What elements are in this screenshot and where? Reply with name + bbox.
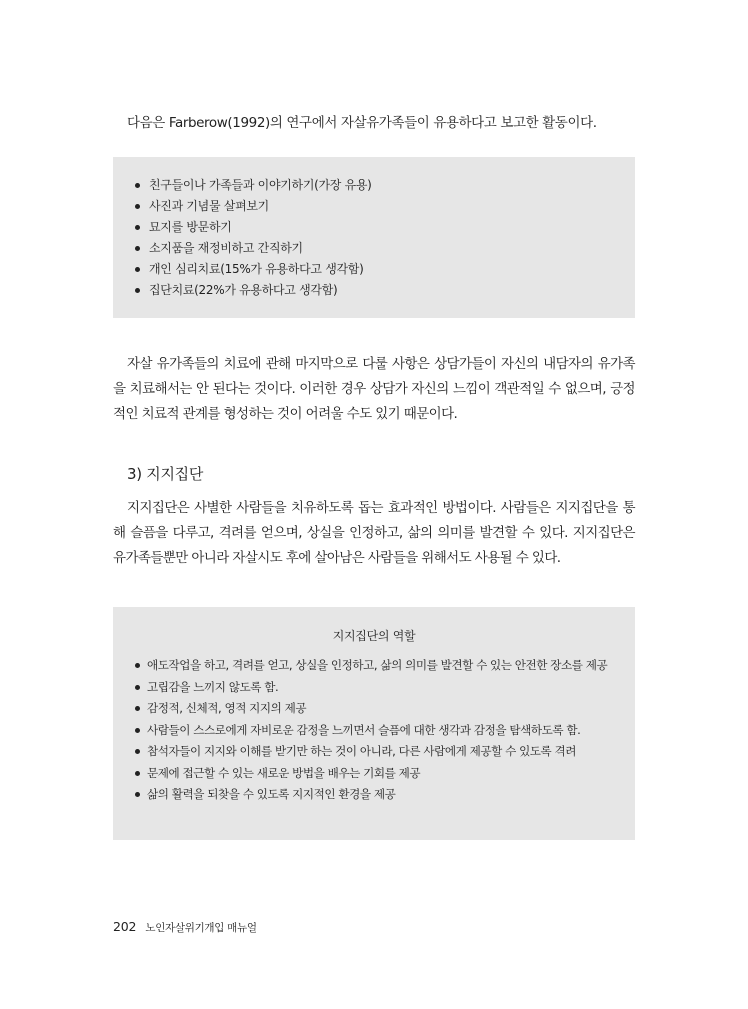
activities-box (113, 157, 635, 318)
list-item: 삶의 활력을 되찾을 수 있도록 지지적인 환경을 제공 (135, 784, 619, 806)
list-item: 애도작업을 하고, 격려를 얻고, 상실을 인정하고, 삶의 의미를 발견할 수 있는 안전한 장소를 제공 (135, 655, 619, 677)
page-footer (113, 916, 257, 935)
list-item: 참석자들이 지지와 이해를 받기만 하는 것이 아니라, 다른 사람에게 제공할 수 있도록 격려 (135, 741, 619, 763)
book-title: 노인자살위기개입 매뉴얼 (145, 922, 257, 934)
list-item: 친구들이나 가족들과 이야기하기(가장 유용) (135, 175, 635, 196)
roles-list (135, 655, 619, 806)
section-paragraph: 지지집단은 사별한 사람들을 치유하도록 돕는 효과적인 방법이다. 사람들은 지지집단을 통해 슬픔을 다루고, 격려를 얻으며, 상실을 인정하고, 삶의 의미를 발견할 수 있다. 지지집단은 유가족들뿐만 아니라 자살시도 후에 살아남은 사람들을 위해서도 사용될 수 있다. (113, 500, 635, 566)
list-item: 집단치료(22%가 유용하다고 생각함) (135, 280, 635, 301)
list-item: 감정적, 신체적, 영적 지지의 제공 (135, 698, 619, 720)
list-item: 소지품을 재정비하고 간직하기 (135, 238, 635, 259)
list-item: 고립감을 느끼지 않도록 함. (135, 677, 619, 699)
list-item: 묘지를 방문하기 (135, 217, 635, 238)
roles-box-title: 지지집단의 역할 (332, 629, 416, 643)
list-item: 사진과 기념물 살펴보기 (135, 196, 635, 217)
section-heading: 3) 지지집단 (127, 465, 204, 483)
body-paragraph: 자살 유가족들의 치료에 관해 마지막으로 다룰 사항은 상담가들이 자신의 내담자의 유가족을 치료해서는 안 된다는 것이다. 이러한 경우 상담가 자신의 느낌이 객관적일 수 없으며, 긍정적인 치료적 관계를 형성하는 것이 어려울 수도 있기 때문이다. (113, 356, 635, 422)
list-item: 문제에 접근할 수 있는 새로운 방법을 배우는 기회를 제공 (135, 763, 619, 785)
roles-box (113, 607, 635, 840)
list-item: 개인 심리치료(15%가 유용하다고 생각함) (135, 259, 635, 280)
activities-list (135, 175, 635, 301)
intro-text: 다음은 Farberow(1992)의 연구에서 자살유가족들이 유용하다고 보고한 활동이다. (127, 114, 597, 131)
page-number: 202 (113, 919, 137, 934)
list-item: 사람들이 스스로에게 자비로운 감정을 느끼면서 슬픔에 대한 생각과 감정을 탐색하도록 함. (135, 720, 619, 742)
